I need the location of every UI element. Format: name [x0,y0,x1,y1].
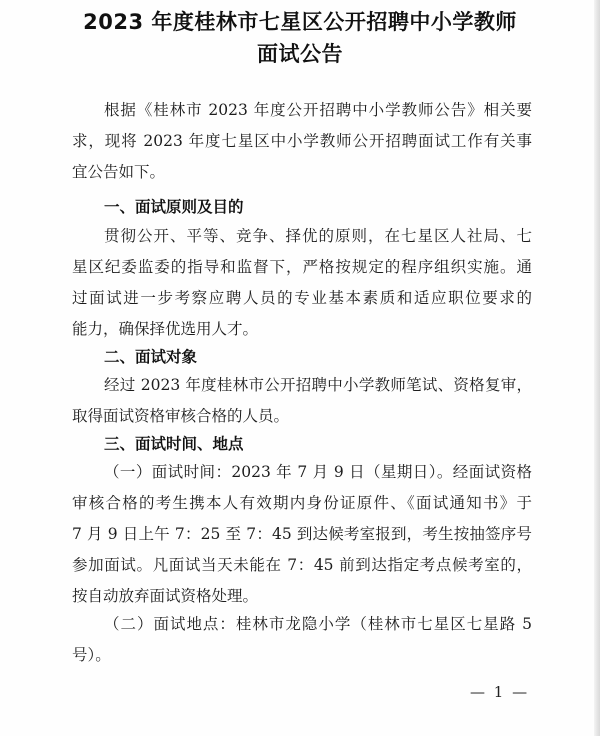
section-1-heading: 一、面试原则及目的 [104,198,244,216]
section-3-time-line: （一）面试时间：2023 年 7 月 9 日（星期日）。经面试资格 [104,463,532,481]
intro-line: 求，现将 2023 年度七星区中小学教师公开招聘面试工作有关事 [72,132,532,150]
section-2-heading: 二、面试对象 [104,348,198,366]
section-2-line: 取得面试资格审核合格的人员。 [72,407,290,425]
section-1-line: 星区纪委监委的指导和监督下，严格按规定的程序组织实施。通 [72,258,532,276]
section-3-time-line: 参加面试。凡面试当天未能在 7：45 前到达指定考点候考室的， [72,556,532,574]
document-title-line-1: 2023 年度桂林市七星区公开招聘中小学教师 [83,10,517,34]
section-1-line: 贯彻公开、平等、竞争、择优的原则，在七星区人社局、七 [104,227,532,245]
section-3-place-paragraph [72,609,532,671]
section-1-line: 能力，确保择优选用人才。 [72,320,259,338]
intro-line: 根据《桂林市 2023 年度公开招聘中小学教师公告》相关要 [104,101,532,119]
section-1-line: 过面试进一步考察应聘人员的专业基本素质和适应职位要求的 [72,289,532,307]
intro-line: 宜公告如下。 [72,163,166,181]
section-3-time-line: 审核合格的考生携本人有效期内身份证原件、《面试通知书》于 [72,494,532,512]
section-3-place-line: 号）。 [72,646,111,664]
section-2-line: 经过 2023 年度桂林市公开招聘中小学教师笔试、资格复审， [104,376,532,394]
section-3-time-line: 按自动放弃面试资格处理。 [72,587,259,605]
section-3-time-line: 7 月 9 日上午 7：25 至 7：45 到达候考室报到，考生按抽签序号 [72,525,532,543]
section-3-place-line: （二）面试地点：桂林市龙隐小学（桂林市七星区七星路 5 [104,615,532,633]
document-title-line-2: 面试公告 [257,42,343,66]
scan-edge-shadow [594,0,600,736]
page-number: — 1 — [470,683,530,701]
section-1-paragraph [72,221,532,345]
section-2-paragraph [72,370,532,432]
section-3-time-paragraph [72,457,532,612]
section-3-heading: 三、面试时间、地点 [104,435,244,453]
intro-paragraph [72,95,532,188]
